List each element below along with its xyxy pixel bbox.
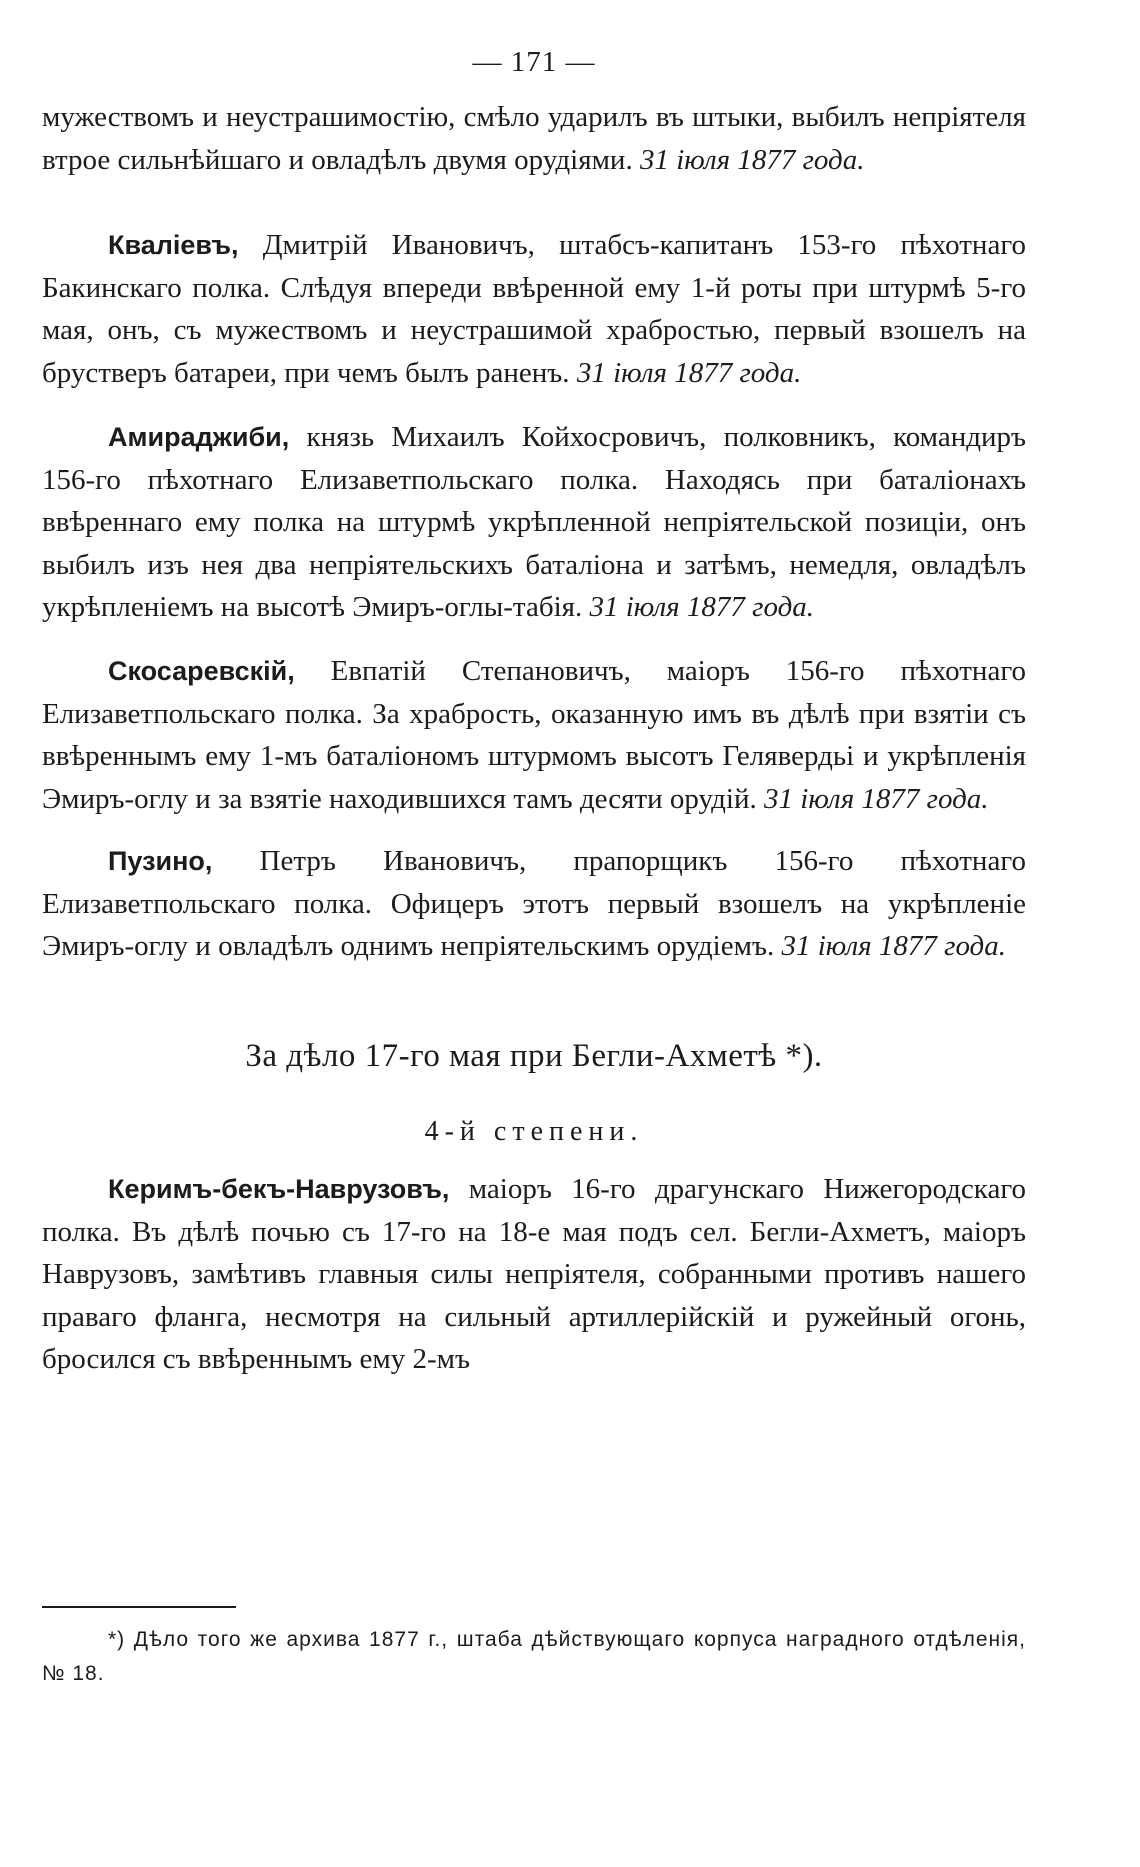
paragraph-text: мужествомъ и неустрашимостію, смѣло ударилъ въ штыки, выбилъ непріятеля втрое сильнѣйшаго и овладѣлъ двумя орудіями. <box>42 101 1026 176</box>
person-name: Кваліевъ, <box>108 230 239 260</box>
award-date: 31 іюля 1877 года. <box>639 143 865 176</box>
person-name: Керимъ-бекъ-Наврузовъ, <box>108 1174 450 1204</box>
paragraph-text: Дмитрій Ивановичъ, штабсъ-капитанъ 153-го пѣхотнаго Бакинскаго полка. Слѣдуя впереди ввѣренной ему 1-й роты при штурмѣ 5-го мая, онъ, съ мужествомъ и неустрашимой храбростью, первый взошелъ на брустверъ батареи, при чемъ былъ раненъ. <box>42 229 1026 389</box>
award-date: 31 іюля 1877 года. <box>576 356 802 389</box>
book-page <box>42 0 1026 1867</box>
paragraph-text: маіоръ 16-го драгунскаго Нижегородскаго полка. Въ дѣлѣ почью съ 17-го на 18-е мая подъ сел. Бегли-Ахметъ, маіоръ Наврузовъ, замѣтивъ главныя силы непріятеля, собранными противъ нашего праваго фланга, несмотря на сильный артиллерійскій и ружейный огонь, бросился съ ввѣреннымъ ему 2-мъ <box>42 1173 1026 1375</box>
paragraph-text: князь Михаилъ Койхосровичъ, полковникъ, командиръ 156-го пѣхотнаго Елизаветпольскаго полка. Находясь при баталіонахъ ввѣреннаго ему полка на штурмѣ укрѣпленной непріятельской позиціи, онъ выбилъ изъ нея два непріятельскихъ баталіона и затѣмъ, немедля, овладѣлъ укрѣпленіемъ на высотѣ Эмиръ-оглы-табія. <box>42 421 1026 623</box>
footnote: *) Дѣло того же архива 1877 г., штаба дѣйствующаго корпуса наградного отдѣленія, № 18. <box>42 1628 1026 1685</box>
person-name: Пузино, <box>108 846 213 876</box>
footnote-divider <box>42 1606 236 1608</box>
section-subtitle: 4-й степени. <box>424 1116 644 1147</box>
award-entry-kerim-bek <box>42 1168 1026 1381</box>
award-entry-puzino <box>42 840 1026 968</box>
award-date: 31 іюля 1877 года. <box>781 930 1006 962</box>
person-name: Скосаревскій, <box>108 656 295 686</box>
award-entry-kvaliev <box>42 224 1026 394</box>
paragraph-continuation <box>42 96 1026 181</box>
section-title: За дѣло 17-го мая при Бегли-Ахметѣ *). <box>245 1038 823 1074</box>
paragraph-text: Петръ Ивановичъ, прапорщикъ 156-го пѣхотнаго Елизаветпольскаго полка. Офицеръ этотъ первый взошелъ на укрѣпленіе Эмиръ-оглу и овладѣлъ однимъ непріятельскимъ орудіемъ. <box>42 845 1026 962</box>
award-entry-skosarevsky <box>42 650 1026 820</box>
award-date: 31 іюля 1877 года. <box>589 591 814 623</box>
award-entry-amiradzhibi <box>42 416 1026 629</box>
award-date: 31 іюля 1877 года. <box>764 782 989 815</box>
paragraph-text: Евпатій Степановичъ, маіоръ 156-го пѣхотнаго Елизаветпольскаго полка. За храбрость, оказанную имъ въ дѣлѣ при взятіи съ ввѣреннымъ ему 1-мъ баталіономъ штурмомъ высотъ Гелявердьі и укрѣпленія Эмиръ-оглу и за взятіе находившихся тамъ десяти орудій. <box>42 655 1026 815</box>
page-number: — 171 — <box>472 46 596 78</box>
person-name: Амираджиби, <box>108 422 290 452</box>
